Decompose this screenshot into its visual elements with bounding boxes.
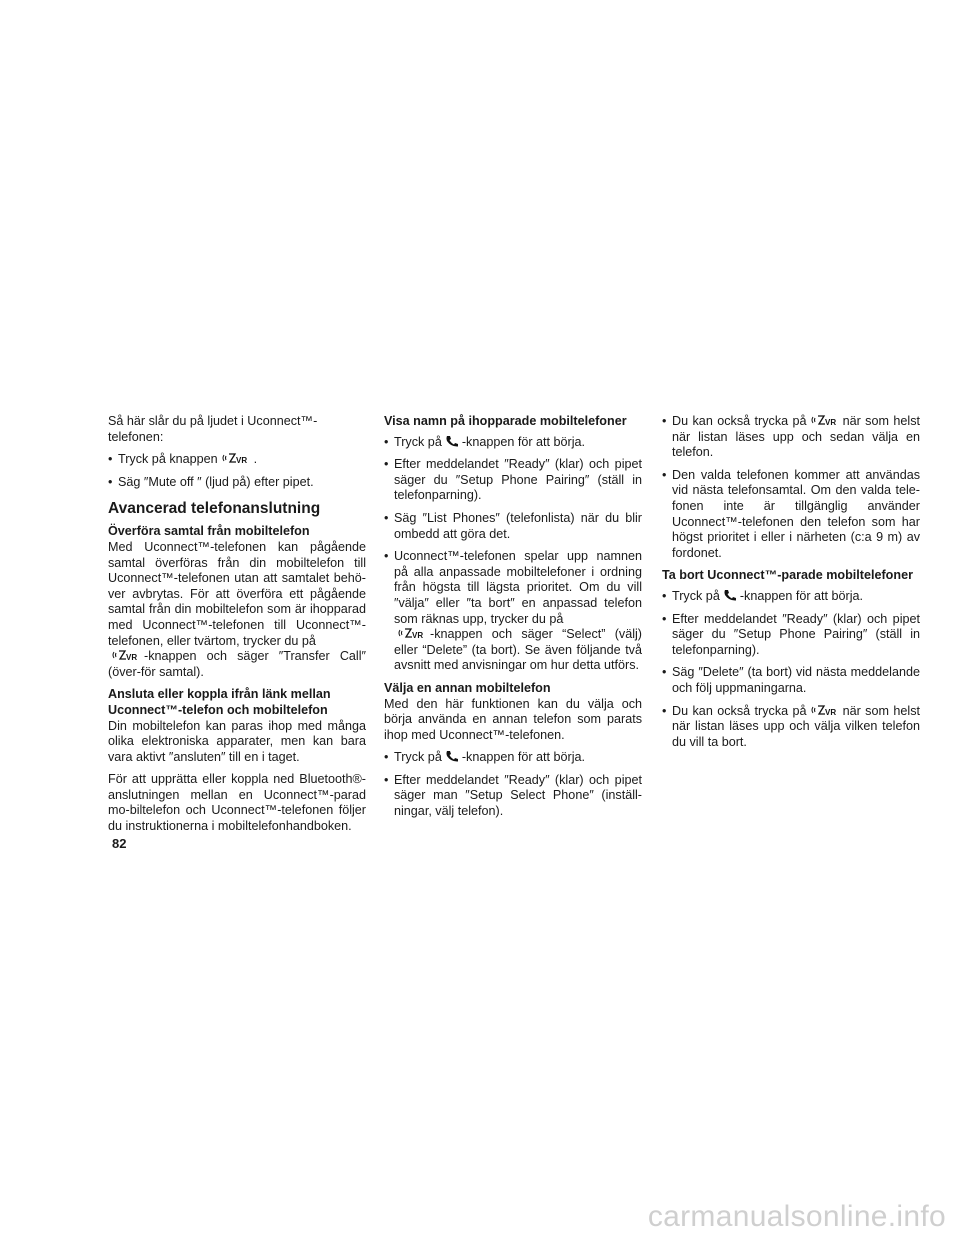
mute-intro: Så här slår du på ljudet i Uconnect™-telefonen: xyxy=(108,414,318,444)
voice-recognition-icon xyxy=(221,452,251,464)
list-item: • Efter meddelandet ″Ready″ (klar) och pipet säger du ″Setup Phone Pairing″ (ställ in telefonparning). xyxy=(384,457,642,503)
list-item: • Du kan också trycka på när som helst när listan läses upp och välja vilken telefon du vill ta bort. xyxy=(662,703,920,749)
list-item: • Tryck på -knappen för att börja. xyxy=(384,434,586,449)
voice-recognition-icon xyxy=(810,704,840,716)
list-item: • Säg ″List Phones″ (telefonlista) när du blir ombedd att göra det. xyxy=(384,510,642,541)
list-item: • Säg ″Mute off ″ (ljud på) efter pipet. xyxy=(108,474,314,489)
subheading-list-phones: Visa namn på ihopparade mobiltelefoner xyxy=(384,414,627,428)
column-left xyxy=(108,414,366,842)
phone-icon xyxy=(723,589,737,601)
list-item: • Den valda telefonen kommer att användas vid nästa telefonsamtal. Om den valda tele-fonen inte är tillgänglig använder Uconnect™-telefonen den telefon som har högst prioritet i eller i närheten (c:a 9 m) av fordonet. xyxy=(662,467,920,560)
column-middle xyxy=(384,414,642,827)
list-item: • Uconnect™-telefonen spelar upp namnen på alla anpassade mobiltelefoner i ordning från högsta till lägsta prioritet. Om du vill ″välja″ eller ″ta bort″ en anpassad telefon som räknas upp, trycker du på -knappen och säger “Select” (välj) eller “Delete” (ta bort). Se även följande två avsnitt med anvisningar om hur detta utförs. xyxy=(384,549,642,673)
section-heading: Avancerad telefonanslutning xyxy=(108,500,321,518)
list-item: • Tryck på -knappen för att börja. xyxy=(662,588,864,603)
voice-recognition-icon xyxy=(397,627,427,639)
paragraph-transfer-call: Med Uconnect™-telefonen kan pågående samtal överföras från din mobiltelefon till Uconnect™-telefonen utan att samtalet behö-ver avbrytas. För att överföra ett pågående samtal från din mobiltelefon som är ihopparad med Uconnect™-telefonen till Uconnect™-telefonen, eller tvärtom, trycker du på -knappen och säger ″Transfer Call″ (över-för samtal). xyxy=(108,539,366,679)
list-item: • Du kan också trycka på när som helst när listan läses upp och sedan välja en telefon. xyxy=(662,414,920,460)
phone-icon xyxy=(445,750,459,762)
list-item: • Efter meddelandet ″Ready″ (klar) och pipet säger man ″Setup Select Phone″ (inställ-ningar, välj telefon). xyxy=(384,772,642,819)
voice-recognition-icon xyxy=(111,649,141,661)
phone-icon xyxy=(445,435,459,447)
subheading-transfer-call: Överföra samtal från mobiltelefon xyxy=(108,524,310,539)
watermark: carmanualsonline.info xyxy=(647,1200,946,1233)
voice-recognition-icon xyxy=(810,414,840,426)
list-item: • Tryck på knappen . xyxy=(108,452,258,467)
subheading-connect-disconnect: Ansluta eller koppla ifrån länk mellan Uconnect™-telefon och mobiltelefon xyxy=(108,687,331,717)
page-number: 82 xyxy=(112,836,127,851)
list-item: • Tryck på -knappen för att börja. xyxy=(384,750,586,765)
subheading-delete-phones: Ta bort Uconnect™-parade mobiltelefoner xyxy=(662,568,913,583)
column-right xyxy=(662,414,920,757)
list-item: • Efter meddelandet ″Ready″ (klar) och pipet säger du ″Setup Phone Pairing″ (ställ in telefonparning). xyxy=(662,611,920,657)
paragraph-bluetooth: För att upprätta eller koppla ned Bluetooth®-anslutningen mellan en Uconnect™-parad mo-biltelefon och Uconnect™-telefonen följer du instruktionerna i mobiltelefonhandboken. xyxy=(108,772,366,834)
list-item: • Säg ″Delete″ (ta bort) vid nästa meddelande och följ uppmaningarna. xyxy=(662,665,920,695)
paragraph-connect: Din mobiltelefon kan paras ihop med många olika elektroniska apparater, men kan bara vara aktivt ″ansluten″ till en i taget. xyxy=(108,718,366,764)
subheading-select-phone: Välja en annan mobiltelefon xyxy=(384,680,551,695)
paragraph-select-phone: Med den här funktionen kan du välja och börja använda en annan telefon som parats ihop med Uconnect™-telefonen. xyxy=(384,696,642,742)
